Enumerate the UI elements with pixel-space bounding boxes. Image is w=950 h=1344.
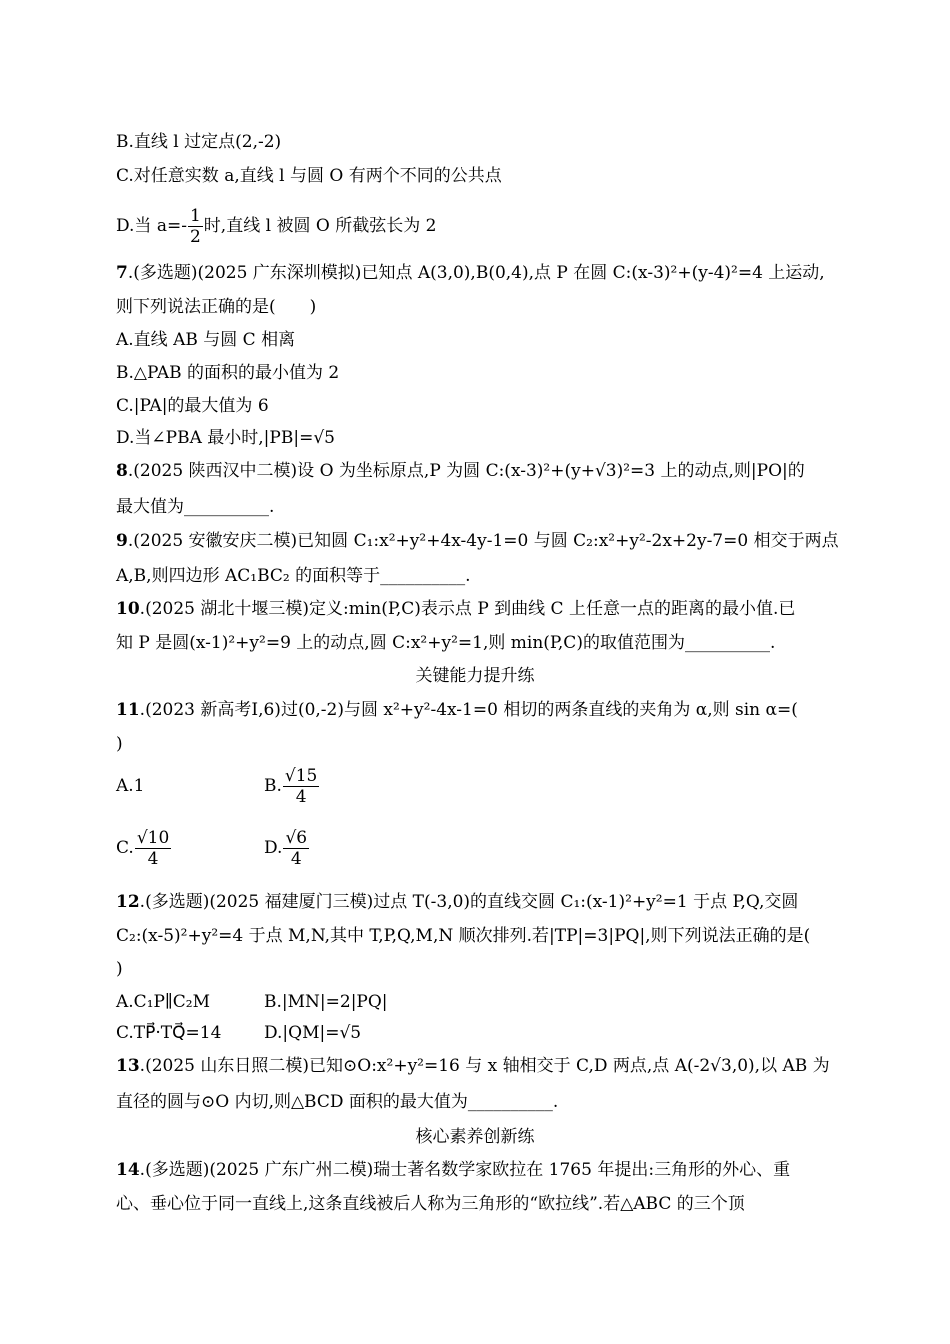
q10-number: 10 xyxy=(116,599,140,619)
q11-option-d-fraction xyxy=(283,828,309,869)
q7-stem-text: .(多选题)(2025 广东深圳模拟)已知点 A(3,0),B(0,4),点 P 在圆 C:(x-3)²+(y-4)²=4 上运动, xyxy=(127,263,825,283)
q13-stem-line1 xyxy=(116,1055,836,1077)
q11-option-c xyxy=(116,828,172,869)
q6-option-d-prefix: D.当 a=- xyxy=(116,216,187,236)
fraction-numerator: √6 xyxy=(285,828,308,848)
q14-stem-text: .(多选题)(2025 广东广州二模)瑞士著名数学家欧拉在 1765 年提出:三角形的外心、重 xyxy=(139,1160,791,1180)
q6-option-d xyxy=(116,206,836,247)
q9-number: 9 xyxy=(116,531,128,551)
q13-stem-text: .(2025 山东日照二模)已知⊙O:x²+y²=16 与 x 轴相交于 C,D 两点,点 A(-2√3,0),以 AB 为 xyxy=(139,1056,830,1076)
q11-stem-text: .(2023 新高考Ⅰ,6)过(0,-2)与圆 x²+y²-4x-1=0 相切的两条直线的夹角为 α,则 sin α=( xyxy=(139,700,798,720)
fraction-numerator: 1 xyxy=(189,206,201,226)
section-title-core-literacy: 核心素养创新练 xyxy=(415,1127,535,1147)
q7-option-d: D.当∠PBA 最小时,|PB|=√5 xyxy=(116,428,335,448)
q9-stem-text: .(2025 安徽安庆二模)已知圆 C₁:x²+y²+4x-4y-1=0 与圆 C₂:x²+y²-2x+2y-7=0 相交于两点 xyxy=(127,531,839,551)
q7-option-c: C.|PA|的最大值为 6 xyxy=(116,396,269,416)
q6-option-c: C.对任意实数 a,直线 l 与圆 O 有两个不同的公共点 xyxy=(116,166,502,186)
q11-option-b-fraction xyxy=(283,766,319,807)
q10-stem-text: .(2025 湖北十堰三模)定义:min(P,C)表示点 P 到曲线 C 上任意一点的距离的最小值.已 xyxy=(139,599,796,619)
fraction-numerator: √10 xyxy=(136,828,170,848)
fraction-numerator: √15 xyxy=(284,766,318,786)
fraction-denominator: 4 xyxy=(290,849,302,869)
q10-stem-line2: 知 P 是圆(x-1)²+y²=9 上的动点,圆 C:x²+y²=1,则 min(P,C)的取值范围为__________. xyxy=(116,633,776,653)
q11-stem-line1 xyxy=(116,699,836,721)
q8-stem-line2: 最大值为__________. xyxy=(116,497,275,517)
q8-stem-text: .(2025 陕西汉中二模)设 O 为坐标原点,P 为圆 C:(x-3)²+(y+√3)²=3 上的动点,则|PO|的 xyxy=(127,461,805,481)
q12-stem-text: .(多选题)(2025 福建厦门三模)过点 T(-3,0)的直线交圆 C₁:(x-1)²+y²=1 于点 P,Q,交圆 xyxy=(139,892,799,912)
q7-option-b: B.△PAB 的面积的最小值为 2 xyxy=(116,363,340,383)
q12-option-d: D.|QM|=√5 xyxy=(264,1023,362,1043)
q7-option-a: A.直线 AB 与圆 C 相离 xyxy=(116,330,296,350)
q8-stem-line1 xyxy=(116,460,836,482)
q11-option-d xyxy=(264,828,310,869)
q14-number: 14 xyxy=(116,1160,140,1180)
q7-number: 7 xyxy=(116,263,128,283)
q12-number: 12 xyxy=(116,892,140,912)
q14-stem-line1 xyxy=(116,1159,836,1181)
q11-option-c-fraction xyxy=(135,828,171,869)
q12-stem-line1 xyxy=(116,891,836,913)
fraction-denominator: 4 xyxy=(295,787,307,807)
q9-stem-line2: A,B,则四边形 AC₁BC₂ 的面积等于__________. xyxy=(116,566,471,586)
q12-option-b: B.|MN|=2|PQ| xyxy=(264,992,388,1012)
q6-option-d-fraction xyxy=(188,206,203,247)
fraction-denominator: 4 xyxy=(147,849,159,869)
q9-stem-line1 xyxy=(116,530,839,552)
q13-number: 13 xyxy=(116,1056,140,1076)
q11-option-b-label: B. xyxy=(264,776,282,796)
q12-stem-line2: C₂:(x-5)²+y²=4 于点 M,N,其中 T,P,Q,M,N 顺次排列.若|TP|=3|PQ|,则下列说法正确的是( xyxy=(116,926,811,946)
fraction-denominator: 2 xyxy=(189,227,201,247)
q7-stem-line1 xyxy=(116,262,836,284)
q14-stem-line2: 心、垂心位于同一直线上,这条直线被后人称为三角形的“欧拉线”.若△ABC 的三个顶 xyxy=(116,1194,745,1214)
q11-option-b xyxy=(264,766,320,807)
q12-option-c: C.TP⃗·TQ⃗=14 xyxy=(116,1023,222,1043)
q8-number: 8 xyxy=(116,461,128,481)
q11-number: 11 xyxy=(116,700,140,720)
q12-stem-line3: ) xyxy=(116,959,123,979)
q7-stem-line2: 则下列说法正确的是( ) xyxy=(116,297,317,317)
q11-option-a: A.1 xyxy=(116,776,145,796)
section-title-key-ability: 关键能力提升练 xyxy=(415,666,535,686)
q13-stem-line2: 直径的圆与⊙O 内切,则△BCD 面积的最大值为__________. xyxy=(116,1092,559,1112)
q11-stem-line2: ) xyxy=(116,734,123,754)
q11-option-c-label: C. xyxy=(116,838,134,858)
q6-option-d-suffix: 时,直线 l 被圆 O 所截弦长为 2 xyxy=(203,216,437,236)
q6-option-b: B.直线 l 过定点(2,-2) xyxy=(116,132,282,152)
q11-option-d-label: D. xyxy=(264,838,283,858)
q10-stem-line1 xyxy=(116,598,836,620)
q12-option-a: A.C₁P∥C₂M xyxy=(116,992,211,1012)
